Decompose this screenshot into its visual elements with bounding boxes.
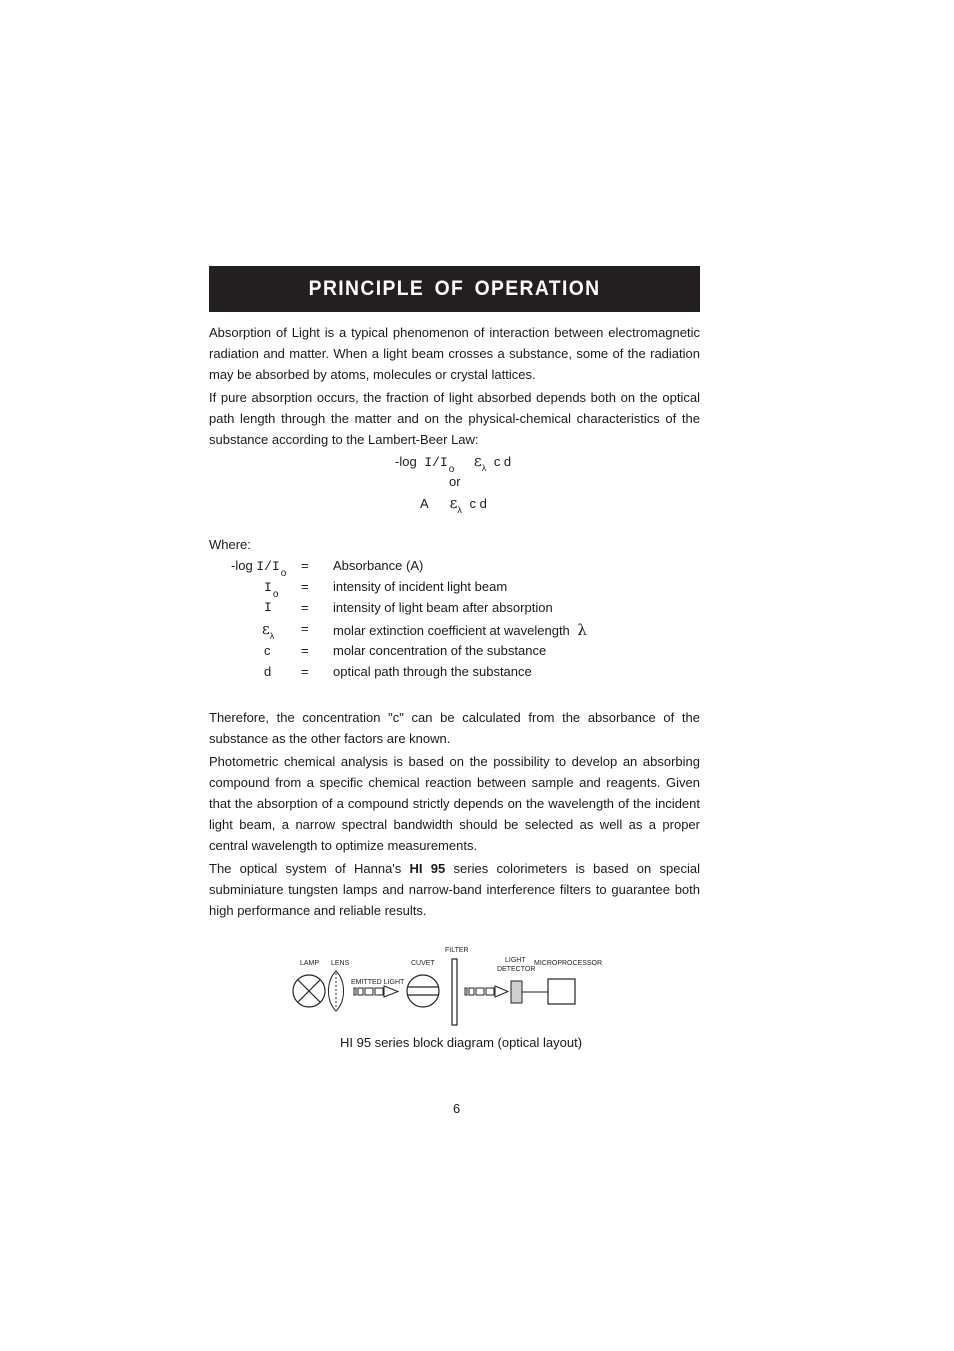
emitted-light-arrow-icon: [354, 986, 398, 997]
where-desc-3: intensity of light beam after absorption: [333, 600, 553, 615]
light-detector-icon: [511, 981, 522, 1003]
lamp-icon: [293, 975, 325, 1007]
where-lambda-sub: λ: [269, 631, 275, 641]
where-io-letter: I: [264, 580, 272, 595]
microprocessor-icon: [548, 979, 575, 1004]
label-lens: LENS: [331, 960, 350, 967]
formula-a: A: [420, 496, 428, 511]
where-epsilon: ε: [262, 620, 270, 638]
formula-line-1: [395, 452, 512, 475]
where-sym-io: [264, 579, 279, 600]
formula-line-2: [420, 494, 487, 515]
where-eq-1: =: [301, 558, 309, 573]
label-lamp: LAMP: [300, 960, 320, 967]
where-sym-d: d: [264, 664, 272, 679]
formula-cd: c d: [493, 454, 512, 469]
label-emitted-light: EMITTED LIGHT: [351, 979, 405, 986]
formula-log: -log: [395, 454, 417, 469]
formula-or: or: [449, 474, 461, 489]
where-log-text: -log: [231, 558, 253, 573]
p5-model: HI 95: [409, 861, 446, 876]
where-sym-log: [231, 558, 287, 579]
where-desc-lambda: λ: [577, 621, 587, 639]
where-desc-4-text: molar extinction coefficient at wavelength: [333, 623, 570, 638]
formula-ratio: I/I: [424, 455, 448, 470]
lens-icon: [329, 971, 344, 1011]
where-desc-6: optical path through the substance: [333, 664, 532, 679]
where-io-sub: o: [272, 589, 279, 600]
where-eq-3: =: [301, 600, 309, 615]
diagram-caption: HI 95 series block diagram (optical layout): [340, 1035, 583, 1050]
p5-pre: The optical system of Hanna's: [209, 861, 410, 876]
body-paragraph-5: [209, 858, 700, 921]
page-content: [209, 266, 700, 450]
where-sym-eps: [262, 620, 275, 641]
where-desc-5: molar concentration of the substance: [333, 643, 547, 658]
filtered-light-arrow-icon: [465, 986, 508, 997]
label-cuvet: CUVET: [411, 960, 435, 967]
formula-cd-2: c d: [469, 496, 487, 511]
formula-lambda: λ: [481, 463, 487, 473]
intro-paragraph-2: If pure absorption occurs, the fraction of light absorbed depends both on the optical path length through the matter and on the physical-chemical characteristics of the substance according to the Lambert-Beer Law:: [209, 390, 700, 447]
where-sym-i: I: [264, 600, 272, 615]
label-light: LIGHT: [505, 957, 526, 964]
page-number: 6: [453, 1101, 461, 1116]
filter-icon: [452, 959, 457, 1025]
label-filter: FILTER: [445, 947, 469, 954]
where-eq-6: =: [301, 664, 309, 679]
where-eq-5: =: [301, 643, 309, 658]
body-text: [209, 707, 700, 921]
formula-sub-o: o: [448, 464, 455, 475]
where-sub-o: o: [280, 568, 287, 579]
formula-lambda-2: λ: [457, 505, 462, 515]
label-microprocessor: MICROPROCESSOR: [534, 960, 603, 967]
where-eq-4: =: [301, 621, 309, 636]
formula-epsilon: ε: [473, 452, 482, 470]
body-paragraph-3: Therefore, the concentration "c" can be calculated from the absorbance of the substance as the other factors are known.: [209, 710, 700, 746]
section-header: [209, 266, 700, 312]
where-label: Where:: [209, 537, 251, 552]
p5-post: series colorimeters is based on special subminiature tungsten lamps and narrow-band interference filters to guarantee both high performance and reliable results.: [209, 861, 700, 918]
body-paragraph-4: Photometric chemical analysis is based on the possibility to develop an absorbing compound from a specific chemical reaction between sample and reagents. Given that the absorption of a compound strictly depends on the wavelength of the incident light beam, a narrow spectral bandwidth should be selected as well as a proper central wavelength to optimize measurements.: [209, 754, 700, 853]
where-ratio: I/I: [256, 559, 280, 574]
section-title: PRINCIPLE OF OPERATION: [308, 277, 601, 300]
where-desc-4: [333, 621, 587, 639]
formula-epsilon-2: ε: [449, 494, 458, 512]
optical-block-diagram: [280, 938, 620, 1038]
where-sym-c: c: [264, 643, 271, 658]
cuvet-icon: [407, 975, 439, 1007]
where-eq-2: =: [301, 579, 309, 594]
where-desc-2: intensity of incident light beam: [333, 579, 508, 594]
where-desc-1: Absorbance (A): [333, 558, 424, 573]
intro-paragraph-1: Absorption of Light is a typical phenomenon of interaction between electromagnetic radiation and matter. When a light beam crosses a substance, some of the radiation may be absorbed by atoms, molecules or crystal lattices.: [209, 325, 700, 382]
label-detector: DETECTOR: [497, 966, 536, 973]
